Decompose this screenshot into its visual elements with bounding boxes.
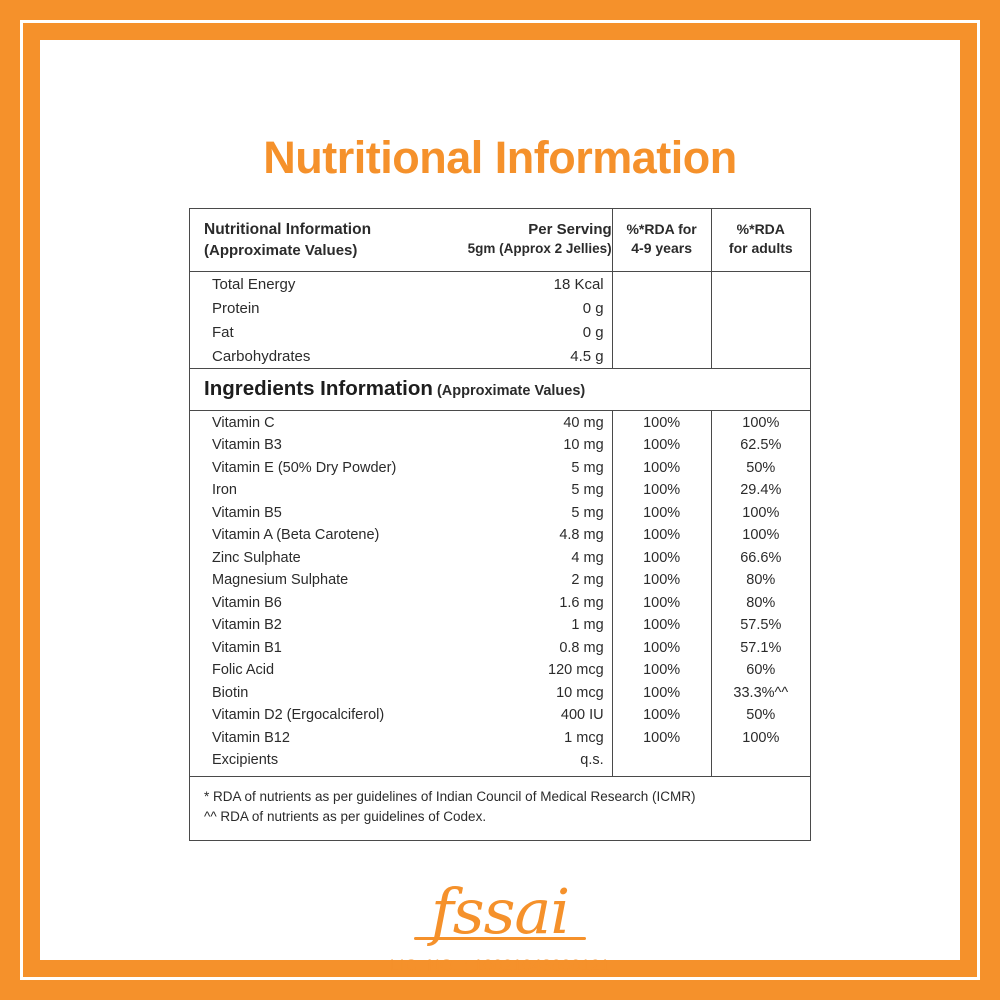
table-header-row: [190, 209, 810, 272]
header-col-name: [190, 209, 468, 272]
row-name: Excipients: [212, 752, 279, 769]
row-rda-adult: 50%: [711, 456, 810, 479]
row-name: Biotin: [212, 684, 249, 701]
row-name: Vitamin D2 (Ergocalciferol): [212, 707, 385, 724]
table-row: [190, 411, 810, 434]
row-rda-child: [612, 272, 711, 296]
row-rda-adult: 100%: [711, 411, 810, 434]
row-rda-adult: 57.5%: [711, 614, 810, 637]
header-serving-line2: 5gm (Approx 2 Jellies): [467, 241, 612, 257]
row-name: Total Energy: [212, 276, 296, 294]
row-rda-child: 100%: [612, 479, 711, 502]
row-rda-adult: [711, 320, 810, 344]
table-row: [190, 434, 810, 457]
row-rda-child: [612, 296, 711, 320]
row-value: 18 Kcal: [553, 276, 604, 294]
row-rda-child: 100%: [612, 726, 711, 749]
row-rda-child: 100%: [612, 636, 711, 659]
row-value: 4.8 mg: [559, 527, 604, 544]
row-name: Protein: [212, 300, 260, 318]
row-rda-child: 100%: [612, 546, 711, 569]
row-value: 0 g: [582, 324, 604, 342]
row-value: 40 mg: [563, 414, 604, 431]
row-name: Vitamin B5: [212, 504, 282, 521]
row-rda-adult: [711, 272, 810, 296]
row-value: 10 mcg: [556, 684, 604, 701]
row-value: 4.5 g: [570, 348, 604, 366]
footnotes: [190, 777, 810, 840]
row-rda-adult: 29.4%: [711, 479, 810, 502]
white-inner-border: [20, 20, 980, 980]
row-name: Vitamin A (Beta Carotene): [212, 527, 380, 544]
table-row: [190, 296, 810, 320]
row-value: 2 mg: [571, 572, 604, 589]
row-value: 120 mcg: [548, 662, 604, 679]
header-rda-adult-line2: for adults: [728, 239, 793, 256]
row-rda-adult: 80%: [711, 569, 810, 592]
row-value: 1.6 mg: [559, 594, 604, 611]
row-value: 5 mg: [571, 504, 604, 521]
row-name: Folic Acid: [212, 662, 275, 679]
fssai-logo-text: fssai: [430, 874, 570, 948]
row-name: Vitamin B3: [212, 437, 282, 454]
row-rda-child: [612, 320, 711, 344]
row-value: 400 IU: [560, 707, 604, 724]
row-name: Carbohydrates: [212, 348, 311, 366]
table-row: [190, 524, 810, 547]
row-rda-child: 100%: [612, 681, 711, 704]
row-value: 1 mcg: [564, 729, 604, 746]
row-rda-adult: 62.5%: [711, 434, 810, 457]
fssai-logo-block: [40, 874, 960, 948]
row-rda-adult: 33.3%^^: [711, 681, 810, 704]
table-row: [190, 320, 810, 344]
header-col-serving: [468, 209, 613, 272]
row-value: 1 mg: [571, 617, 604, 634]
table-row: [190, 659, 810, 682]
row-name: Vitamin C: [212, 414, 275, 431]
table-row: [190, 704, 810, 727]
row-rda-adult: 100%: [711, 524, 810, 547]
row-rda-adult: 60%: [711, 659, 810, 682]
header-title-line1: Nutritional Information: [204, 221, 372, 238]
row-rda-adult: 57.1%: [711, 636, 810, 659]
page-title: Nutritional Information: [263, 132, 737, 183]
row-rda-child: [612, 344, 711, 369]
row-rda-child: 100%: [612, 456, 711, 479]
row-rda-child: 100%: [612, 411, 711, 434]
row-value: 5 mg: [571, 482, 604, 499]
row-rda-child: 100%: [612, 501, 711, 524]
ingredients-title: Ingredients Information: [204, 377, 433, 401]
row-name: Zinc Sulphate: [212, 549, 301, 566]
table-row: [190, 569, 810, 592]
row-name: Fat: [212, 324, 234, 342]
table-row: [190, 636, 810, 659]
row-name: Vitamin E (50% Dry Powder): [212, 459, 397, 476]
table-row: [190, 479, 810, 502]
table-row: [190, 344, 810, 369]
row-rda-child: 100%: [612, 704, 711, 727]
header-col-rda-child: [612, 209, 711, 272]
row-name: Vitamin B12: [212, 729, 290, 746]
row-name: Magnesium Sulphate: [212, 572, 349, 589]
row-rda-child: 100%: [612, 569, 711, 592]
table-row: [190, 591, 810, 614]
header-title-line2: (Approximate Values): [204, 241, 358, 259]
nutrition-table: [189, 208, 811, 841]
row-rda-adult: [711, 749, 810, 777]
row-value: 4 mg: [571, 549, 604, 566]
row-rda-adult: [711, 344, 810, 369]
table-row: [190, 681, 810, 704]
table-row: [190, 726, 810, 749]
row-rda-child: [612, 749, 711, 777]
nutrition-table-grid: [190, 209, 810, 840]
row-rda-adult: 100%: [711, 726, 810, 749]
row-rda-child: 100%: [612, 591, 711, 614]
row-value: q.s.: [580, 752, 604, 769]
ingredients-banner: [190, 369, 810, 411]
row-rda-adult: 80%: [711, 591, 810, 614]
header-rda-child-line1: %*RDA for: [626, 221, 697, 237]
header-rda-child-line2: 4-9 years: [631, 239, 692, 256]
license-number: LIC. NO. : 10021043000121: [389, 955, 611, 975]
row-name: Vitamin B1: [212, 639, 282, 656]
row-name: Vitamin B6: [212, 594, 282, 611]
row-rda-child: 100%: [612, 434, 711, 457]
ingredients-subtitle: (Approximate Values): [436, 383, 586, 400]
row-rda-child: 100%: [612, 524, 711, 547]
table-row: [190, 272, 810, 296]
table-row: [190, 614, 810, 637]
table-row: [190, 501, 810, 524]
row-name: Vitamin B2: [212, 617, 282, 634]
footnote-icmr: * RDA of nutrients as per guidelines of Indian Council of Medical Research (ICMR): [204, 789, 696, 805]
table-row: [190, 456, 810, 479]
table-row: [190, 749, 810, 777]
row-value: 0 g: [582, 300, 604, 318]
row-value: 0.8 mg: [559, 639, 604, 656]
row-value: 10 mg: [563, 437, 604, 454]
footnote-codex: ^^ RDA of nutrients as per guidelines of Codex.: [204, 809, 487, 825]
table-row: [190, 546, 810, 569]
row-rda-adult: 50%: [711, 704, 810, 727]
header-serving-line1: Per Serving: [528, 221, 612, 238]
row-rda-adult: 100%: [711, 501, 810, 524]
header-rda-adult-line1: %*RDA: [736, 221, 785, 237]
row-rda-child: 100%: [612, 659, 711, 682]
row-value: 5 mg: [571, 459, 604, 476]
header-col-rda-adult: [711, 209, 810, 272]
row-rda-adult: [711, 296, 810, 320]
row-rda-child: 100%: [612, 614, 711, 637]
content-card: [40, 40, 960, 975]
row-rda-adult: 66.6%: [711, 546, 810, 569]
row-name: Iron: [212, 482, 237, 499]
